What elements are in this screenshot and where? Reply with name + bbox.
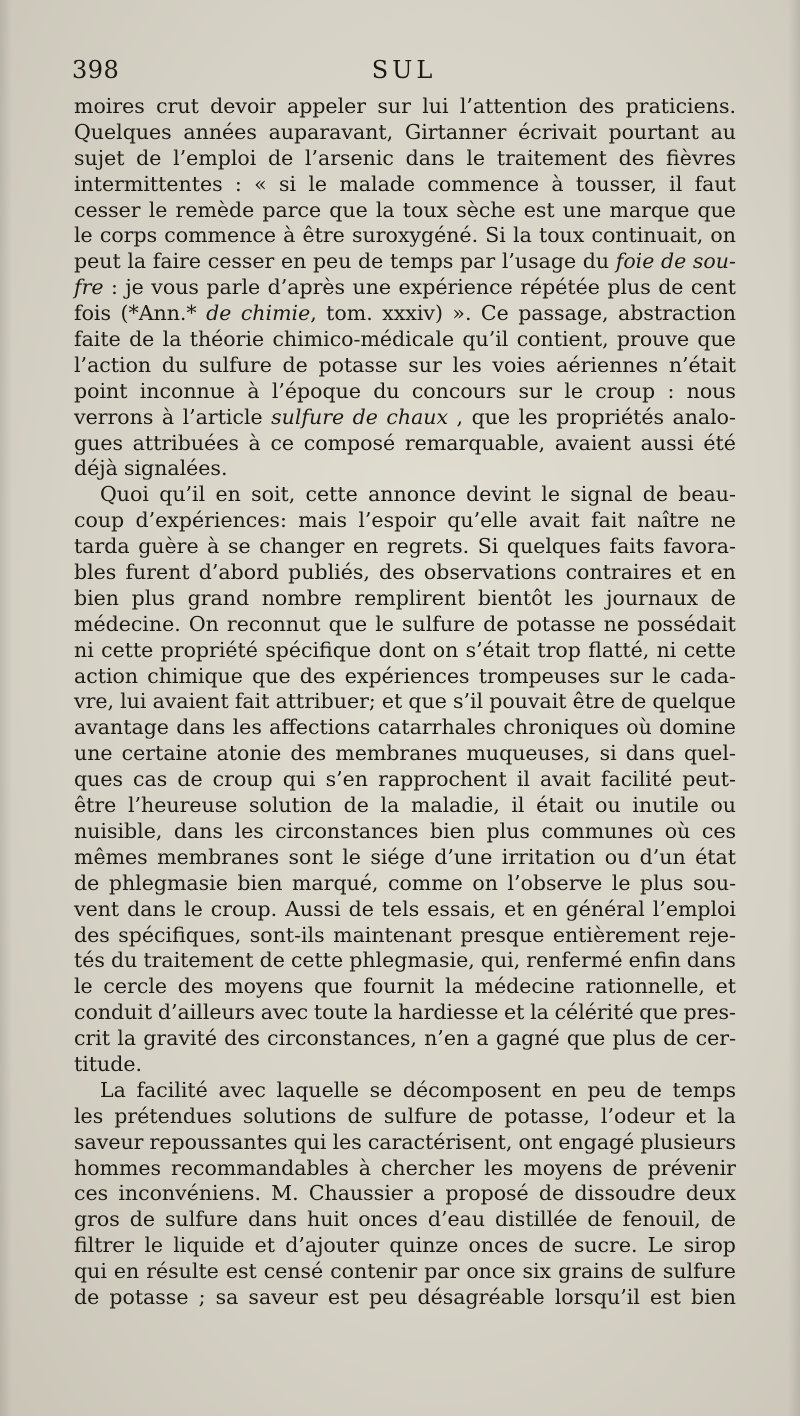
text-line: sujet de l’emploi de l’arsenic dans le traitement des fièvres (74, 145, 736, 170)
text-line: le cercle des moyens que fournit la médecine rationnelle, et (74, 974, 736, 999)
text-line: fre : je vous parle d’après une expérience répétée plus de cent (74, 275, 736, 300)
text-line: conduit d’ailleurs avec toute la hardiesse et la célérité que pres- (74, 1000, 736, 1025)
text-line: avantage dans les affections catarrhales chroniques où domine (74, 715, 736, 740)
text-line: moires crut devoir appeler sur lui l’attention des praticiens. (74, 94, 736, 118)
text-line: de phlegmasie bien marqué, comme on l’observe le plus sou- (74, 870, 736, 895)
text-line: ques cas de croup qui s’en rapprochent il avait facilité peut- (74, 767, 736, 792)
text-line: les prétendues solutions de sulfure de potasse, l’odeur et la (74, 1103, 736, 1128)
text-line: filtrer le liquide et d’ajouter quinze onces de sucre. Le sirop (74, 1233, 736, 1258)
text-line: de potasse ; sa saveur est peu désagréable lorsqu’il est bien (74, 1284, 736, 1309)
text-line: crit la gravité des circonstances, n’en a gagné que plus de cer- (74, 1026, 736, 1051)
text-line: mêmes membranes sont le siége d’une irritation ou d’un état (74, 844, 736, 869)
text-line: hommes recommandables à chercher les moyens de prévenir (74, 1155, 736, 1180)
text-line: une certaine atonie des membranes muqueuses, si dans quel- (74, 741, 736, 766)
text-line: La facilité avec laquelle se décomposent en peu de temps (100, 1077, 736, 1102)
text-line: titude. (74, 1051, 143, 1076)
text-line: point inconnue à l’époque du concours sur le croup : nous (74, 378, 736, 403)
text-line: faite de la théorie chimico-médicale qu’il contient, prouve que (74, 327, 736, 352)
text-line: bien plus grand nombre remplirent bientôt les journaux de (74, 585, 736, 610)
text-line: cesser le remède parce que la toux sèche est une marque que (74, 197, 736, 222)
page-edge-shadow-left (0, 0, 12, 1416)
text-line: fois (*Ann.* de chimie, tom. xxxiv) ». Ce passage, abstraction (74, 301, 736, 326)
text-line: bles furent d’abord publiés, des observations contraires et en (74, 560, 736, 585)
text-line: médecine. On reconnut que le sulfure de potasse ne possédait (74, 611, 736, 636)
text-line: intermittentes : « si le malade commence à tousser, il faut (74, 171, 736, 196)
text-line: gros de sulfure dans huit onces d’eau distillée de fenouil, de (74, 1207, 736, 1232)
text-line: verrons à l’article sulfure de chaux , que les propriétés analo- (74, 404, 736, 429)
text-line: tarda guère à se changer en regrets. Si quelques faits favora- (74, 534, 736, 559)
text-line: vent dans le croup. Aussi de tels essais, et en général l’emploi (74, 896, 736, 921)
text-line: déjà signalées. (74, 456, 228, 481)
text-line: Quoi qu’il en soit, cette annonce devint le signal de beau- (100, 482, 736, 507)
text-line: le corps commence à être suroxygéné. Si la toux continuait, on (74, 223, 736, 248)
text-line: ni cette propriété spécifique dont on s’était trop flatté, ni cette (74, 637, 736, 662)
text-line: être l’heureuse solution de la maladie, il était ou inutile ou (74, 793, 736, 818)
text-line: Quelques années auparavant, Girtanner écrivait pourtant au (74, 119, 736, 144)
text-line: vre, lui avaient fait attribuer; et que s’il pouvait être de quelque (74, 689, 736, 714)
running-head: SUL (371, 56, 437, 84)
text-line: coup d’expériences: mais l’espoir qu’elle avait fait naître ne (74, 508, 736, 533)
page-number: 398 (72, 56, 120, 84)
text-line: ces inconvéniens. M. Chaussier a proposé de dissoudre deux (74, 1181, 736, 1206)
text-line: saveur repoussantes qui les caractérisent, ont engagé plusieurs (74, 1129, 736, 1154)
text-line: des spécifiques, sont-ils maintenant presque entièrement reje- (74, 922, 736, 947)
text-line: tés du traitement de cette phlegmasie, qui, renfermé enfin dans (74, 948, 736, 973)
page-edge-shadow-right (788, 0, 800, 1416)
text-line: qui en résulte est censé contenir par once six grains de sulfure (74, 1259, 736, 1284)
text-line: l’action du sulfure de potasse sur les voies aériennes n’était (74, 352, 736, 377)
text-line: action chimique que des expériences trompeuses sur le cada- (74, 663, 736, 688)
page-header (72, 56, 736, 88)
text-line: gues attribuées à ce composé remarquable, avaient aussi été (74, 430, 736, 455)
text-line: nuisible, dans les circonstances bien plus communes où ces (74, 818, 736, 843)
text-line: peut la faire cesser en peu de temps par l’usage du foie de sou- (74, 249, 736, 274)
body-text (74, 94, 736, 1311)
